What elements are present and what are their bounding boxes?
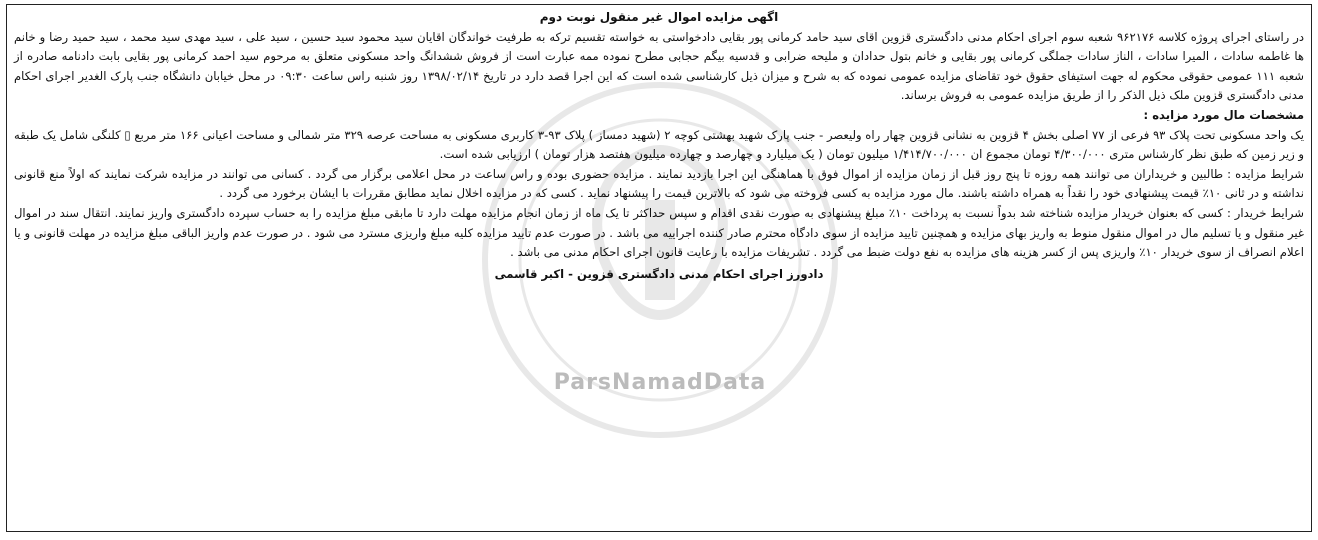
notice-title: اگهی مزایده اموال غیر منقول نوبت دوم [539, 10, 779, 24]
auction-conditions: شرایط مزایده : طالبین و خریداران می توانند همه روزه تا پنج روز قبل از زمان مزایده از اموال فوق با هماهنگی این اجرا بازدید نمایند . مزایده حضوری بوده و راس ساعت در محل اعلامی برگزار می گردد . کسانی می توانند در مزایده شرکت نمایند که اولاً منع قانونی نداشته و در ثانی ۱۰٪ قیمت پیشنهادی خود را نقداً به همراه داشته باشند. مال مورد مزایده به کسی فروخته می شود که بالاترین قیمت را پیشنهاد نماید . کسی که در مزایده اخلال نماید مطابق مقررات با ایشان برخورد می گردد . [14, 166, 1304, 201]
watermark-text: ParsNamadData [553, 370, 767, 395]
intro-paragraph: در راستای اجرای پروژه کلاسه ۹۶۲۱۷۶ شعبه سوم اجرای احکام مدنی دادگستری قزوین اقای سید حامد کرمانی پور بقایی دادخواستی به خواسته تقسیم ترکه به طرفیت خواندگان اقایان سید محمود سید حسین ، سید علی ، سید مهدی سید محمد ، سید حمید رضا و خانم ها غاطمه سادات ، المیرا سادات ، الناز سادات جملگی کرمانی پور بقایی و خانم بتول حدادان و ملیحه ضرابی و قدسیه بیگم حجابی مطرح نموده ممه عبارت است از فروش ششدانگ واحد مسکونی متعلق به مرحوم سید احمد کرمانی پور بقایی بابت دادنامه صادره از شعبه ۱۱۱ عمومی حقوقی محکوم له جهت استیفای حقوق خود تقاضای مزایده عمومی نموده که به شرح و میزان ذیل کارشناسی شده است که این اجرا قصد دارد در تاریخ ۱۳۹۸/۰۲/۱۴ روز شنبه راس ساعت ۰۹:۳۰ در محل خیابان دانشگاه جنب پارک الغدیر اجرای احکام مدنی دادگستری قزوین ملک ذیل الذکر را از طریق مزایده عمومی به فروش برساند. [14, 29, 1305, 103]
property-heading: مشخصات مال مورد مزایده : [1143, 107, 1304, 122]
signature-line: دادورز اجرای احکام مدنی دادگستری قزوین - اکبر قاسمی [494, 266, 824, 281]
notice-content [14, 8, 1304, 528]
buyer-conditions: شرایط خریدار : کسی که بعنوان خریدار مزایده شناخته شد بدواً نسبت به پرداخت ۱۰٪ مبلغ پیشنهادی به صورت نقدی اقدام و سپس حداکثر تا یک ماه از زمان انجام مزایده مهلت دارد تا مابقی مبلغ مزایده را به حساب سپرده دادگستری واریز نمایند. انتقال سند در اموال غیر منقول و یا تسلیم مال در اموال منقول منوط به واریز بهای مزایده و همچنین تایید مزایده از سوی دادگاه محترم صادر کننده اجراییه می باشد . در صورت عدم تایید مزایده کلیه مبلغ واریزی مسترد می شود . در صورت عدم واریز الباقی مبلغ مزایده در مهلت قانونی و یا اعلام انصراف از سوی خریدار ۱۰٪ واریزی پس از کسر هزینه های مزایده به نفع دولت ضبط می گردد . تشریفات مزایده با رعایت قانون اجرای احکام مدنی می باشد . [14, 205, 1304, 260]
property-description: یک واحد مسکونی تحت پلاک ۹۳ فرعی از ۷۷ اصلی بخش ۴ قزوین به نشانی قزوین چهار راه ولیعصر - جنب پارک شهید بهشتی کوچه ۲ (شهید دمساز ) پلاک ۹۳-۳ کاربری مسکونی به مساحت عرصه ۳۲۹ متر شمالی و مساحت اعیانی ۱۶۶ متر مربع ▯ کلنگی شامل یک طبقه و زیر زمین که طبق نظر کارشناس متری ۴/۳۰۰/۰۰۰ تومان مجموع ان ۱/۴۱۴/۷۰۰/۰۰۰ میلیون تومان ( یک میلیارد و چهارصد و چهارده میلیون هفتصد هزار تومان ) ارزیابی شده است. [14, 127, 1305, 162]
